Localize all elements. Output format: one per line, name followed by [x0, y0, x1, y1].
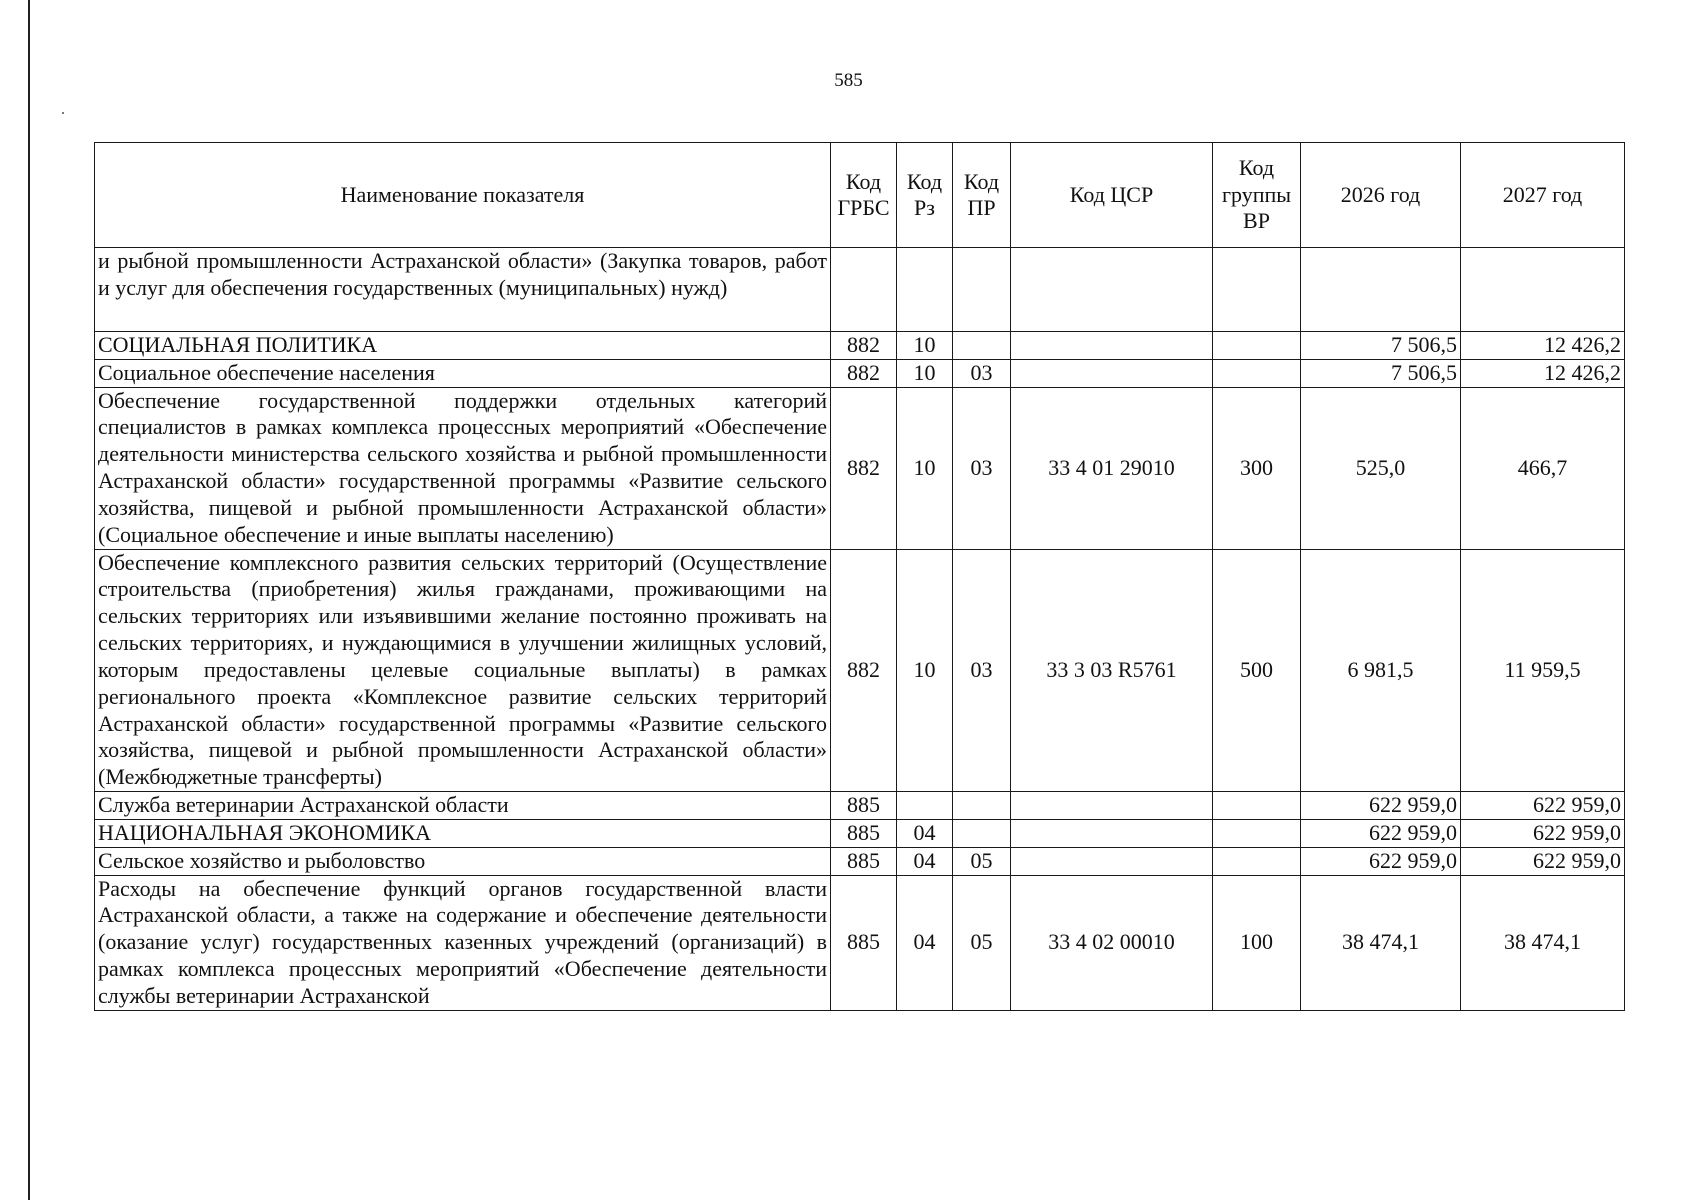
row-pr: 03 [953, 549, 1011, 791]
row-csr [1011, 248, 1213, 332]
header-csr: Код ЦСР [1011, 143, 1213, 248]
row-2026 [1301, 248, 1461, 332]
row-name: Социальное обеспечение населения [95, 359, 831, 387]
row-pr: 05 [953, 875, 1011, 1010]
row-grbs: 885 [831, 875, 897, 1010]
row-csr [1011, 847, 1213, 875]
table-row [95, 359, 1625, 387]
budget-table [94, 142, 1625, 1011]
row-rz: 10 [897, 549, 953, 791]
row-2026: 7 506,5 [1301, 332, 1461, 360]
row-vr: 500 [1213, 549, 1301, 791]
row-name: СОЦИАЛЬНАЯ ПОЛИТИКА [95, 332, 831, 360]
header-pr: Код ПР [953, 143, 1011, 248]
header-vr: Код группы ВР [1213, 143, 1301, 248]
row-grbs [831, 248, 897, 332]
table-row [95, 847, 1625, 875]
row-grbs: 885 [831, 847, 897, 875]
row-2026: 6 981,5 [1301, 549, 1461, 791]
row-2027: 12 426,2 [1461, 359, 1625, 387]
row-grbs: 885 [831, 792, 897, 820]
scan-edge-line [28, 0, 30, 1200]
row-csr: 33 4 02 00010 [1011, 875, 1213, 1010]
table-row [95, 819, 1625, 847]
row-pr: 03 [953, 387, 1011, 549]
row-2026: 525,0 [1301, 387, 1461, 549]
row-2026: 622 959,0 [1301, 847, 1461, 875]
header-rz: Код Рз [897, 143, 953, 248]
row-pr [953, 819, 1011, 847]
row-2027: 38 474,1 [1461, 875, 1625, 1010]
row-grbs: 882 [831, 359, 897, 387]
table-row [95, 332, 1625, 360]
table-row [95, 248, 1625, 332]
row-rz: 10 [897, 332, 953, 360]
row-pr [953, 792, 1011, 820]
header-2026: 2026 год [1301, 143, 1461, 248]
row-rz: 04 [897, 847, 953, 875]
table-row [95, 549, 1625, 791]
row-rz: 10 [897, 387, 953, 549]
row-pr [953, 332, 1011, 360]
row-grbs: 882 [831, 332, 897, 360]
row-pr: 03 [953, 359, 1011, 387]
row-csr: 33 3 03 R5761 [1011, 549, 1213, 791]
row-2027: 11 959,5 [1461, 549, 1625, 791]
row-2026: 622 959,0 [1301, 792, 1461, 820]
row-2026: 622 959,0 [1301, 819, 1461, 847]
row-name: и рыбной промышленности Астраханской области» (Закупка товаров, работ и услуг для обеспечения государственных (муниципальных) нужд) [95, 248, 831, 332]
row-grbs: 882 [831, 549, 897, 791]
row-rz [897, 248, 953, 332]
row-vr: 300 [1213, 387, 1301, 549]
header-2027: 2027 год [1461, 143, 1625, 248]
row-csr [1011, 359, 1213, 387]
row-rz [897, 792, 953, 820]
row-2026: 38 474,1 [1301, 875, 1461, 1010]
row-vr [1213, 332, 1301, 360]
row-2027: 12 426,2 [1461, 332, 1625, 360]
row-vr: 100 [1213, 875, 1301, 1010]
row-csr [1011, 819, 1213, 847]
page-number: 585 [834, 70, 863, 91]
row-csr: 33 4 01 29010 [1011, 387, 1213, 549]
row-vr [1213, 792, 1301, 820]
header-grbs: Код ГРБС [831, 143, 897, 248]
row-csr [1011, 792, 1213, 820]
row-2027: 622 959,0 [1461, 819, 1625, 847]
row-2027: 466,7 [1461, 387, 1625, 549]
row-vr [1213, 847, 1301, 875]
table-row [95, 792, 1625, 820]
row-name: Сельское хозяйство и рыболовство [95, 847, 831, 875]
row-pr: 05 [953, 847, 1011, 875]
table-row [95, 875, 1625, 1010]
row-rz: 04 [897, 819, 953, 847]
row-name: Расходы на обеспечение функций органов государственной власти Астраханской области, а также на содержание и обеспечение деятельности (оказание услуг) государственных казенных учреждений (организаций) в рамках комплекса процессных мероприятий «Обеспечение деятельности службы ветеринарии Астраханской [95, 875, 831, 1010]
row-name: Служба ветеринарии Астраханской области [95, 792, 831, 820]
row-2027 [1461, 248, 1625, 332]
row-name: Обеспечение комплексного развития сельских территорий (Осуществление строительства (приобретения) жилья гражданами, проживающими на сельских территориях или изъявившими желание постоянно проживать на сельских территориях, и нуждающимися в улучшении жилищных условий, которым предоставлены целевые социальные выплаты) в рамках регионального проекта «Комплексное развитие сельских территорий Астраханской области» государственной программы «Развитие сельского хозяйства, пищевой и рыбной промышленности Астраханской области» (Межбюджетные трансферты) [95, 549, 831, 791]
header-name: Наименование показателя [95, 143, 831, 248]
row-vr [1213, 819, 1301, 847]
row-2027: 622 959,0 [1461, 792, 1625, 820]
table-header-row [95, 143, 1625, 248]
row-vr [1213, 359, 1301, 387]
row-grbs: 882 [831, 387, 897, 549]
row-grbs: 885 [831, 819, 897, 847]
row-2027: 622 959,0 [1461, 847, 1625, 875]
scan-speck [62, 112, 64, 114]
row-rz: 10 [897, 359, 953, 387]
row-name: Обеспечение государственной поддержки отдельных категорий специалистов в рамках комплекса процессных мероприятий «Обеспечение деятельности министерства сельского хозяйства и рыбной промышленности Астраханской области» государственной программы «Развитие сельского хозяйства, пищевой и рыбной промышленности Астраханской области» (Социальное обеспечение и иные выплаты населению) [95, 387, 831, 549]
table-row [95, 387, 1625, 549]
row-vr [1213, 248, 1301, 332]
row-name: НАЦИОНАЛЬНАЯ ЭКОНОМИКА [95, 819, 831, 847]
row-rz: 04 [897, 875, 953, 1010]
row-csr [1011, 332, 1213, 360]
row-pr [953, 248, 1011, 332]
row-2026: 7 506,5 [1301, 359, 1461, 387]
